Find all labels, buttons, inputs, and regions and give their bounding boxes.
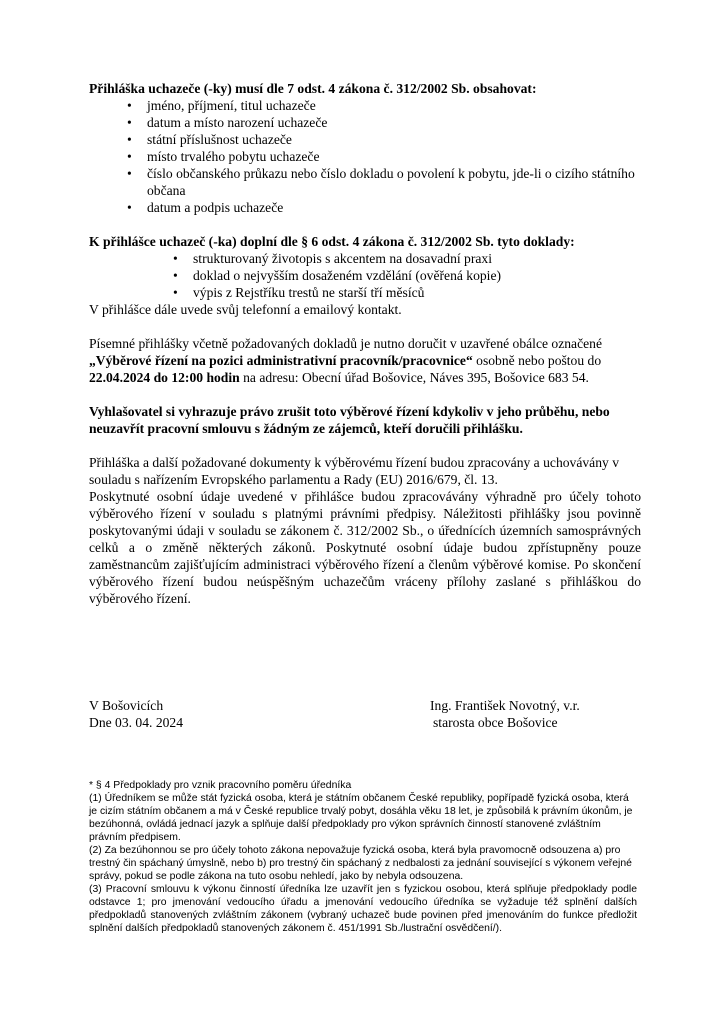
signature-place-date	[89, 697, 183, 731]
delivery-text2: osobně nebo poštou do	[472, 353, 602, 368]
delivery-text1: Písemné přihlášky včetně požadovaných dokladů je nutno doručit v uzavřené obálce označené	[89, 336, 602, 351]
list-item: • doklad o nejvyšším dosaženém vzdělání (ověřená kopie)	[89, 267, 641, 284]
contact-note: V přihlášce dále uvede svůj telefonní a emailový kontakt.	[89, 302, 402, 317]
gdpr-paragraph-2: Poskytnuté osobní údaje uvedené v přihlášce budou zpracovávány výhradně pro účely tohoto výběrového řízení v souladu s platnými právními předpisy. Náležitosti přihlášky jsou povinně poskytovanými údaji v souladu se zákonem č. 312/2002 Sb., o úřednících územních samosprávných celků a o změně některých zákonů. Poskytnuté osobní údaje budou zpřístupněny pouze zaměstnancům zajišťujícím administraci výběrového řízení a členům výběrové komise. Po skončení výběrového řízení budou neúspěšným uchazečům vráceny přílohy zaslané s přihláškou do výběrového řízení.	[89, 489, 641, 606]
delivery-paragraph	[89, 335, 641, 386]
section1-heading: Přihláška uchazeče (-ky) musí dle 7 odst. 4 zákona č. 312/2002 Sb. obsahovat:	[89, 81, 537, 96]
section2-list	[89, 250, 641, 301]
list-item: • jméno, příjmení, titul uchazeče	[89, 97, 641, 114]
reservation-paragraph: Vyhlašovatel si vyhrazuje právo zrušit toto výběrové řízení kdykoliv v jeho průběhu, nebo neuzavřít pracovní smlouvu s žádným ze zájemců, kteří doručili přihlášku.	[89, 404, 610, 436]
list-item: • datum a podpis uchazeče	[89, 199, 641, 216]
section1-list	[89, 97, 641, 216]
delivery-title: „Výběrové řízení na pozici administrativní pracovník/pracovnice“	[89, 353, 473, 368]
footnote-title: * § 4 Předpoklady pro vznik pracovního poměru úředníka	[89, 780, 352, 791]
footnote-paragraph-2: (2) Za bezúhonnou se pro účely tohoto zákona nepovažuje fyzická osoba, která byla pravomocně odsouzena a) pro trestný čin spáchaný úmyslně, nebo b) pro trestný čin spáchaný z nedbalosti za jednání související s výkonem veřejné správy, pokud se podle zákona na tuto osobu nehledí, jako by nebyla odsouzena.	[89, 845, 632, 882]
signature-date: Dne 03. 04. 2024	[89, 715, 184, 730]
section2-heading: K přihlášce uchazeč (-ka) doplní dle § 6 odst. 4 zákona č. 312/2002 Sb. tyto doklady:	[89, 234, 575, 249]
footnote-paragraph-1: (1) Úředníkem se může stát fyzická osoba, která je státním občanem České republiky, popřípadě fyzická osoba, která je cizím státním občanem a má v České republice trvalý pobyt, dosáhla věku 18 let, je způsobilá k právním úkonům, je bezúhonná, ovládá jednací jazyk a splňuje další předpoklady pro výkon správních činností stanovené zvláštním právním předpisem.	[89, 793, 633, 843]
document-body	[89, 80, 641, 607]
signature-place: V Bošovicích	[89, 698, 164, 713]
list-item: • státní příslušnost uchazeče	[89, 131, 641, 148]
footnote	[89, 779, 637, 935]
delivery-deadline: 22.04.2024 do 12:00 hodin	[89, 370, 240, 385]
list-item: • strukturovaný životopis s akcentem na dosavadní praxi	[89, 250, 641, 267]
signatory-name: Ing. František Novotný, v.r.	[430, 698, 580, 713]
signature-signatory	[430, 697, 580, 731]
footnote-paragraph-3: (3) Pracovní smlouvu k výkonu činností úředníka lze uzavřít jen s fyzickou osobou, která splňuje předpoklady podle odstavce 1; pro jmenování vedoucího úřadu a jmenování vedoucího úředníka se vyžaduje též splnění dalších předpokladů stanovených zvláštním zákonem (vybraný uchazeč bude povinen před jmenováním do funkce předložit splnění dalších předpokladů stanovených zákonem č. 451/1991 Sb./lustrační osvědčení/).	[89, 884, 637, 934]
list-item: • místo trvalého pobytu uchazeče	[89, 148, 641, 165]
list-item: • číslo občanského průkazu nebo číslo dokladu o povolení k pobytu, jde-li o cizího státního občana	[89, 165, 641, 199]
delivery-text3: na adresu: Obecní úřad Bošovice, Náves 395, Bošovice 683 54.	[239, 370, 589, 385]
gdpr-paragraph-1: Přihláška a další požadované dokumenty k výběrovému řízení budou zpracovány a uchovávány v souladu s nařízením Evropského parlamentu a Rady (EU) 2016/679, čl. 13.	[89, 455, 619, 487]
list-item: • výpis z Rejstříku trestů ne starší tří měsíců	[89, 284, 641, 301]
list-item: • datum a místo narození uchazeče	[89, 114, 641, 131]
signatory-role: starosta obce Bošovice	[433, 715, 558, 730]
